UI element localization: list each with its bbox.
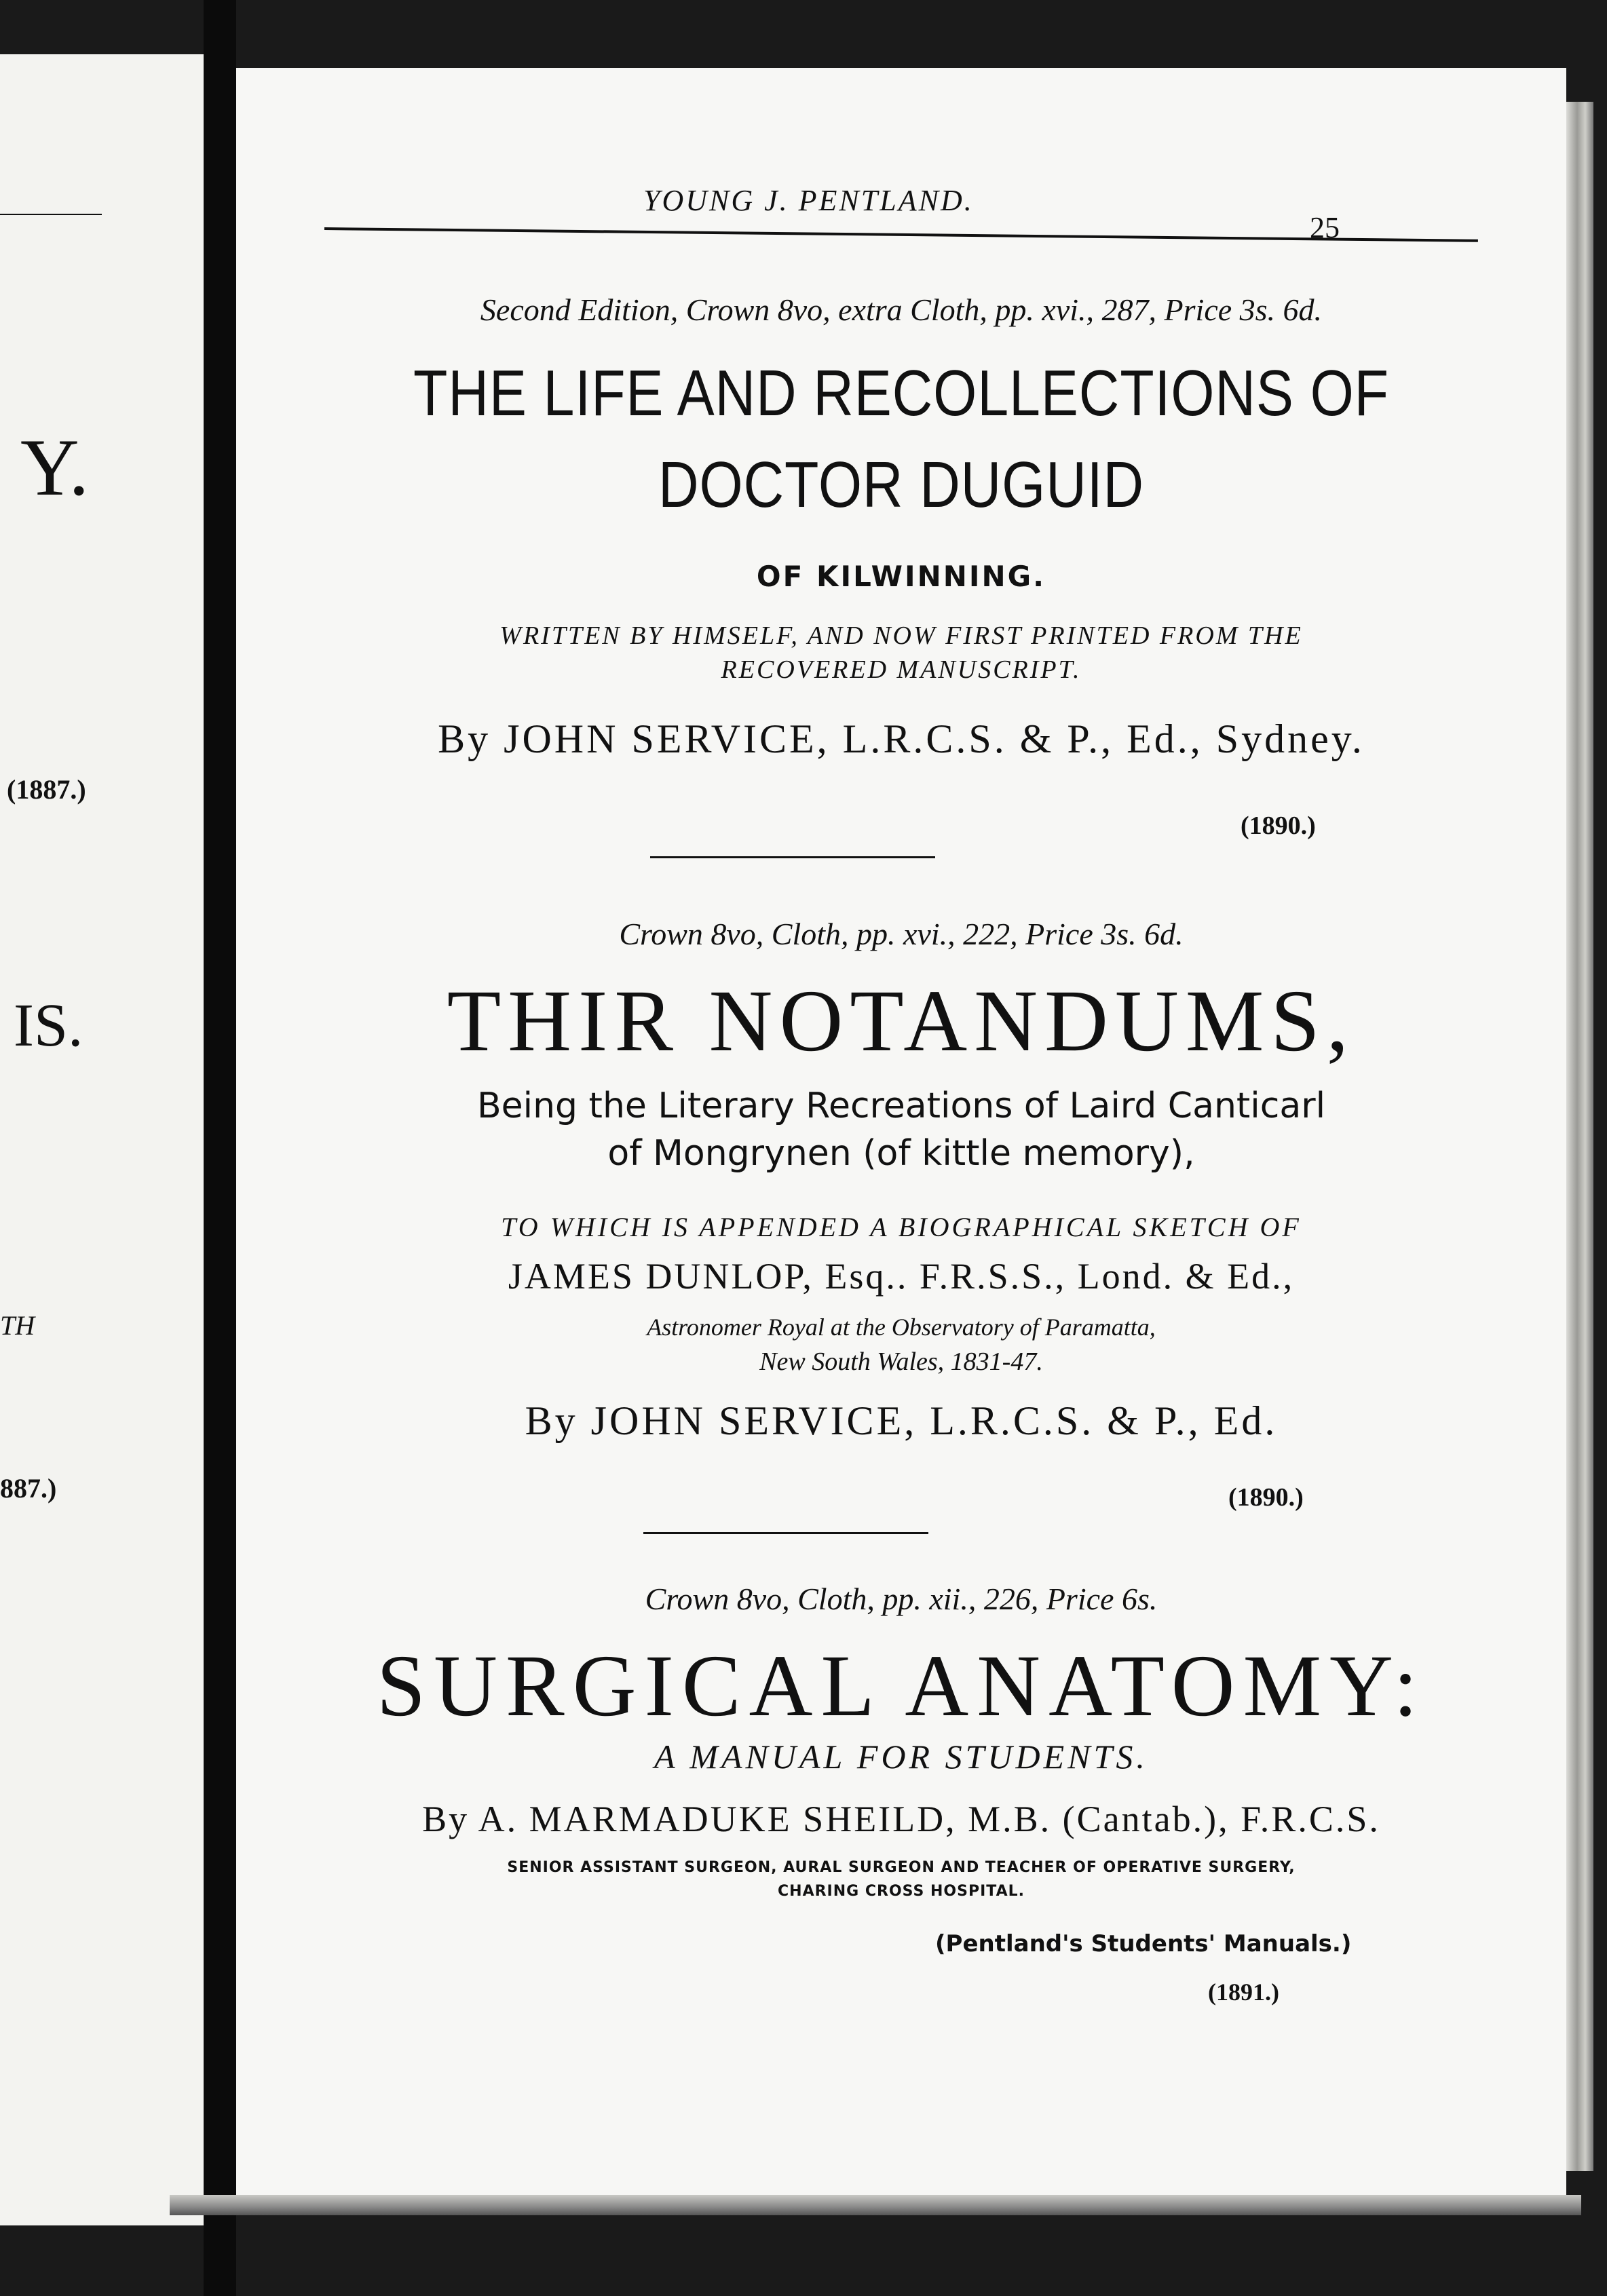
left-fragment: 887.) bbox=[0, 1473, 57, 1504]
main-page bbox=[236, 68, 1566, 2198]
running-title: YOUNG J. PENTLAND. bbox=[643, 184, 974, 217]
book2-subject-note1: Astronomer Royal at the Observatory of Paramatta, bbox=[647, 1314, 1156, 1341]
book2-subject: JAMES DUNLOP, Esq.. F.R.S.S., Lond. & Ed., bbox=[508, 1256, 1295, 1297]
left-facing-page bbox=[0, 54, 204, 2225]
book1-note-line1: WRITTEN BY HIMSELF, AND NOW FIRST PRINTED FROM THE bbox=[499, 621, 1303, 650]
left-fragment: (1887.) bbox=[7, 774, 86, 805]
book2-title: THIR NOTANDUMS, bbox=[447, 972, 1356, 1070]
book3-author-note2: CHARING CROSS HOSPITAL. bbox=[778, 1883, 1025, 1900]
book3-series: (Pentland's Students' Manuals.) bbox=[935, 1930, 1352, 1957]
left-page-rule bbox=[0, 214, 102, 215]
book3-year: (1891.) bbox=[1208, 1978, 1279, 2006]
header-rule bbox=[324, 227, 1478, 242]
book1-edition-line: Second Edition, Crown 8vo, extra Cloth, pp. xvi., 287, Price 3s. 6d. bbox=[480, 292, 1323, 327]
page-number: 25 bbox=[1310, 211, 1340, 244]
book3-subtitle: A MANUAL FOR STUDENTS. bbox=[654, 1738, 1148, 1776]
book1-author: By JOHN SERVICE, L.R.C.S. & P., Ed., Sydney. bbox=[438, 716, 1365, 761]
page-edge bbox=[1566, 102, 1593, 2171]
book2-year: (1890.) bbox=[1228, 1483, 1304, 1512]
book1-year: (1890.) bbox=[1241, 811, 1316, 840]
book2-separator bbox=[643, 1532, 928, 1534]
left-fragment: IS. bbox=[14, 992, 83, 1059]
book3-author-note1: SENIOR ASSISTANT SURGEON, AURAL SURGEON AND TEACHER OF OPERATIVE SURGERY, bbox=[507, 1859, 1296, 1876]
book1-note-line2: RECOVERED MANUSCRIPT. bbox=[721, 655, 1082, 684]
book3-title: SURGICAL ANATOMY: bbox=[376, 1637, 1426, 1735]
book1-separator bbox=[650, 856, 935, 858]
book2-subtitle-line1: Being the Literary Recreations of Laird Canticarl bbox=[476, 1086, 1326, 1126]
book2-subtitle-line2: of Mongrynen (of kittle memory), bbox=[607, 1133, 1195, 1174]
book1-subtitle: OF KILWINNING. bbox=[756, 560, 1046, 593]
bottom-page-edge bbox=[170, 2195, 1581, 2215]
book2-author: By JOHN SERVICE, L.R.C.S. & P., Ed. bbox=[525, 1398, 1278, 1443]
book-gutter bbox=[204, 0, 236, 2296]
book1-title-line1: THE LIFE AND RECOLLECTIONS OF bbox=[413, 357, 1389, 429]
book2-appended: TO WHICH IS APPENDED A BIOGRAPHICAL SKETCH OF bbox=[501, 1212, 1302, 1242]
book2-edition-line: Crown 8vo, Cloth, pp. xvi., 222, Price 3s. 6d. bbox=[619, 917, 1184, 951]
book3-author: By A. MARMADUKE SHEILD, M.B. (Cantab.), F.R.C.S. bbox=[422, 1799, 1380, 1839]
left-fragment: Y. bbox=[20, 422, 90, 512]
left-fragment: TH bbox=[0, 1310, 35, 1341]
book2-subject-note2: New South Wales, 1831-47. bbox=[759, 1347, 1043, 1376]
book1-title-line2: DOCTOR DUGUID bbox=[658, 448, 1145, 521]
book3-edition-line: Crown 8vo, Cloth, pp. xii., 226, Price 6s. bbox=[645, 1582, 1158, 1616]
